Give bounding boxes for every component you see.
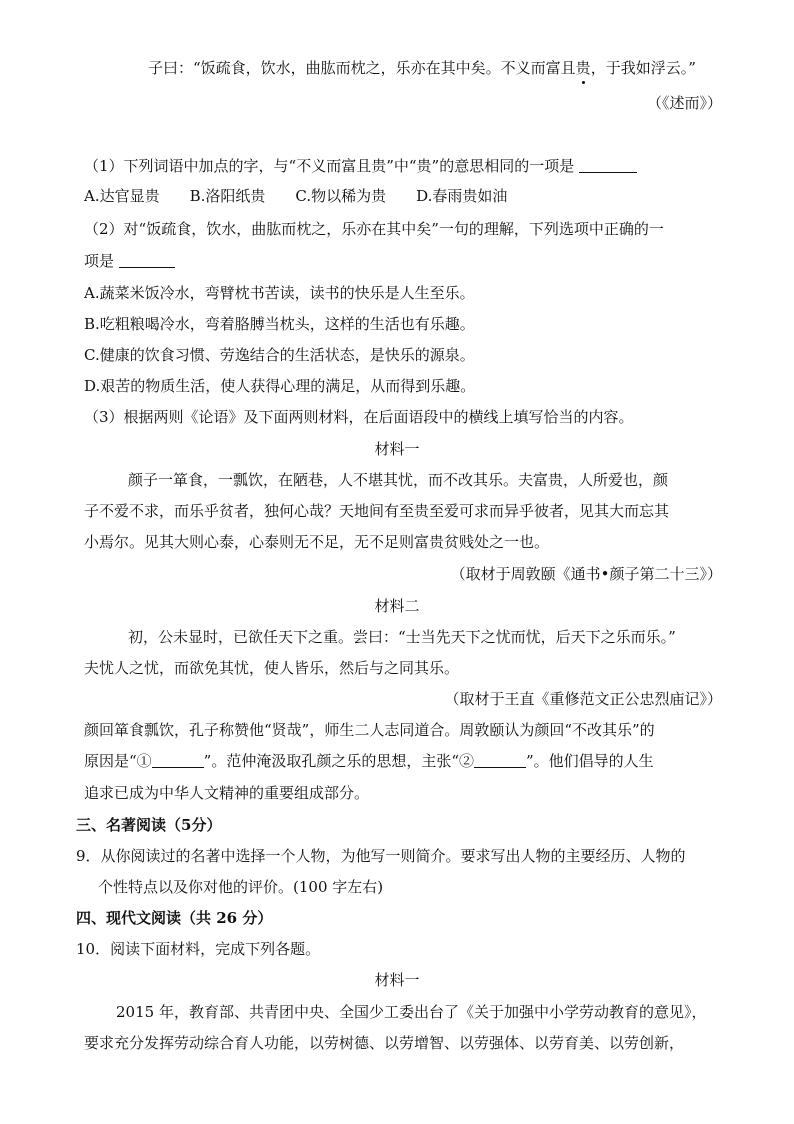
section-4-material-title: 材料一 <box>374 971 420 989</box>
question-2-option-c: C.健康的饮食习惯、劳逸结合的生活状态，是快乐的源泉。 <box>84 346 475 364</box>
option-b: B.洛阳纸贵 <box>189 187 266 205</box>
question-2-stem-line2 <box>84 250 175 272</box>
question-9-line-1: 9．从你阅读过的名著中选择一个人物，为他写一则简介。要求写出人物的主要经历、人物的 <box>76 847 686 865</box>
question-9-line-2: 个性特点以及你对他的评价。(100 字左右) <box>98 878 384 896</box>
question-2-stem-line1: （2）对“饭疏食，饮水，曲肱而枕之，乐亦在其中矣”一句的理解，下列选项中正确的一 <box>84 220 664 238</box>
option-a: A.达官显贵 <box>84 187 160 205</box>
dotted-character: 贵 <box>575 59 591 77</box>
question-1-options <box>84 185 537 207</box>
question-2-option-d: D.艰苦的物质生活，使人获得心理的满足，从而得到乐趣。 <box>84 377 476 395</box>
question-3-stem: （3）根据两则《论语》及下面两则材料，在后面语段中的横线上填写恰当的内容。 <box>84 408 634 426</box>
option-d: D.春雨贵如油 <box>416 187 508 205</box>
question-1-stem <box>84 155 637 177</box>
answer-blank-1[interactable] <box>579 156 637 173</box>
section-4-line-2: 要求充分发挥劳动综合育人功能，以劳树德、以劳增智、以劳强体、以劳育美、以劳创新， <box>84 1034 685 1052</box>
question-10: 10．阅读下面材料，完成下列各题。 <box>76 940 321 958</box>
quote-source: （《述而》） <box>646 94 722 112</box>
paragraph-text-b: ”。范仲淹汲取孔颜之乐的思想，主张“② <box>203 752 475 770</box>
material-2-line-2: 夫忧人之忧，而欲免其忧，使人皆乐，然后与之同其乐。 <box>84 659 460 677</box>
question-2-option-b: B.吃粗粮喝冷水，弯着胳膊当枕头，这样的生活也有乐趣。 <box>84 315 475 333</box>
section-4-heading: 四、现代文阅读（共 26 分） <box>76 909 273 927</box>
quote-text-post: ，于我如浮云。” <box>590 59 696 77</box>
material-1-source: （取材于周敦颐《通书•颜子第二十三》） <box>450 565 722 583</box>
answer-blank-3b[interactable] <box>474 751 526 768</box>
answer-blank-2[interactable] <box>119 251 175 268</box>
material-1-line-3: 小焉尔。见其大则心泰，心泰则无不足，无不足则富贵贫贱处之一也。 <box>84 533 550 551</box>
question-1-text: （1）下列词语中加点的字，与“不义而富且贵”中“贵”的意思相同的一项是 <box>84 157 575 175</box>
paragraph-line-2 <box>84 750 654 772</box>
question-2-text: 项是 <box>84 252 115 270</box>
paragraph-text-c: ”。他们倡导的人生 <box>526 752 654 770</box>
answer-blank-3a[interactable] <box>152 751 204 768</box>
paragraph-line-1: 颜回箪食瓢饮，孔子称赞他“贤哉”，师生二人志同道合。周敦颐认为颜回“不改其乐”的 <box>84 721 655 739</box>
paragraph-line-3: 追求已成为中华人文精神的重要组成部分。 <box>84 784 370 802</box>
paragraph-text-a: 原因是“① <box>84 752 152 770</box>
analects-quote <box>148 57 696 79</box>
section-3-heading: 三、名著阅读（5分） <box>76 816 222 834</box>
quote-text-pre: 子曰：“饭疏食，饮水，曲肱而枕之，乐亦在其中矣。不义而富且 <box>148 59 576 77</box>
material-1-line-1: 颜子一箪食，一瓢饮，在陋巷，人不堪其忧，而不改其乐。夫富贵，人所爱也，颜 <box>128 471 669 489</box>
material-2-source: （取材于王直《重修范文正公忠烈庙记》） <box>444 690 722 708</box>
material-1-title: 材料一 <box>374 440 420 458</box>
option-c: C.物以稀为贵 <box>295 187 387 205</box>
question-2-option-a: A.蔬菜米饭冷水，弯臂枕书苦读，读书的快乐是人生至乐。 <box>84 284 475 302</box>
section-4-line-1: 2015 年，教育部、共青团中央、全国少工委出台了《关于加强中小学劳动教育的意见》， <box>116 1003 707 1021</box>
material-2-title: 材料二 <box>374 597 420 615</box>
material-2-line-1: 初，公未显时，已欲任天下之重。尝曰：“士当先天下之忧而忧，后天下之乐而乐。” <box>128 628 676 646</box>
material-1-line-2: 子不爱不求，而乐乎贫者，独何心哉？天地间有至贵至爱可求而异乎彼者，见其大而忘其 <box>84 502 670 520</box>
